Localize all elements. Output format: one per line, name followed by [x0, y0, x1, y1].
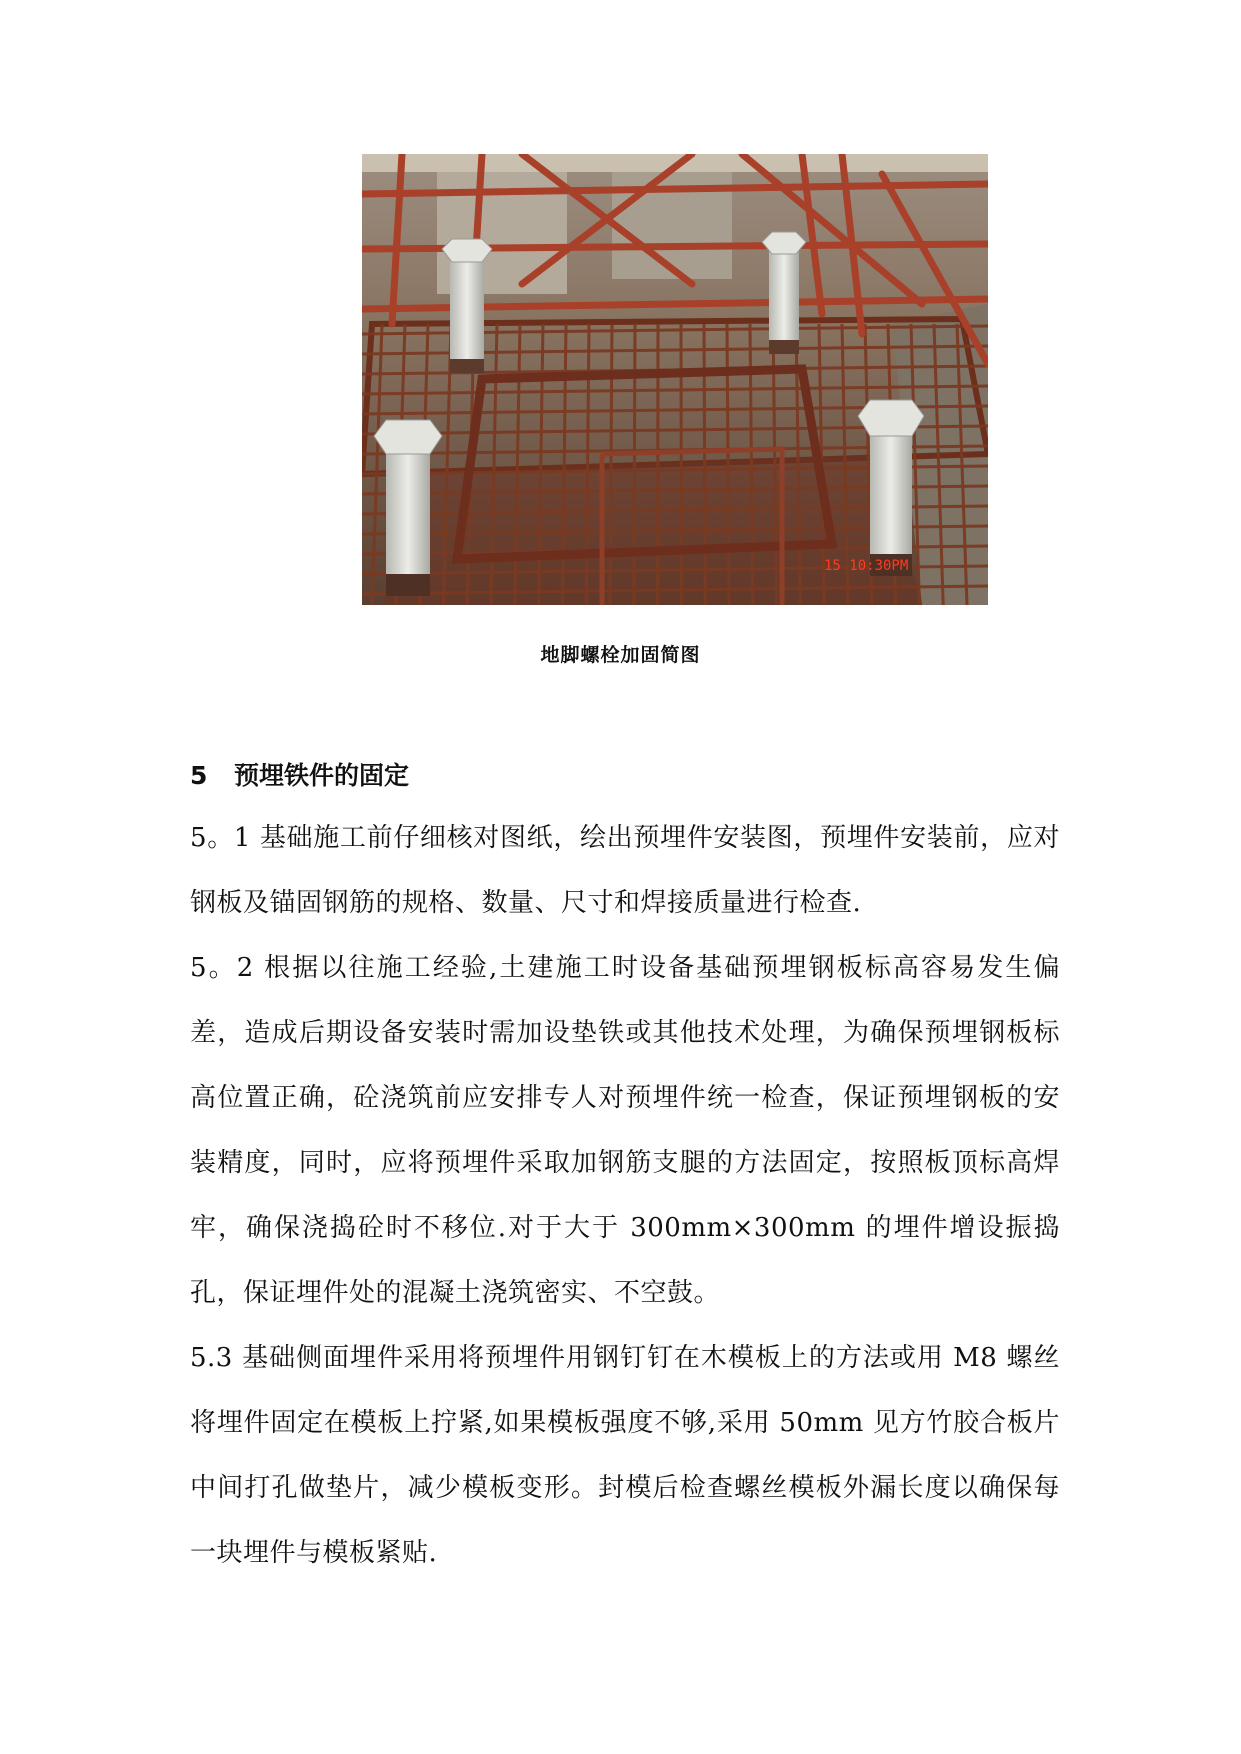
figure-caption: 地脚螺栓加固简图	[540, 644, 701, 666]
timestamp-overlay: 15 10:30PM	[824, 558, 909, 574]
construction-photo	[362, 154, 988, 605]
section-title: 预埋铁件的固定	[234, 761, 410, 790]
paragraph-5-1: 5。1 基础施工前仔细核对图纸，绘出预埋件安装图，预埋件安装前，应对钢板及锚固钢筋的规格、数量、尺寸和焊接质量进行检查.	[190, 823, 1060, 918]
paragraph-5-3: 5.3 基础侧面埋件采用将预埋件用钢钉钉在木模板上的方法或用 M8 螺丝将埋件固定在模板上拧紧,如果模板强度不够,采用 50mm 见方竹胶合板片中间打孔做垫片，减少模板变形。封模后检查螺丝模板外漏长度以确保每一块埋件与模板紧贴.	[190, 1343, 1060, 1568]
section-heading	[190, 756, 409, 792]
paragraph-5-2: 5。2 根据以往施工经验,土建施工时设备基础预埋钢板标高容易发生偏差，造成后期设备安装时需加设垫铁或其他技术处理，为确保预埋钢板标高位置正确，砼浇筑前应安排专人对预埋件统一检查，保证预埋钢板的安装精度，同时，应将预埋件采取加钢筋支腿的方法固定，按照板顶标高焊牢，确保浇捣砼时不移位.对于大于 300mm×300mm 的埋件增设振捣孔，保证埋件处的混凝土浇筑密实、不空鼓。	[190, 953, 1060, 1308]
section-body	[190, 806, 1060, 1586]
section-number: 5	[190, 761, 208, 790]
